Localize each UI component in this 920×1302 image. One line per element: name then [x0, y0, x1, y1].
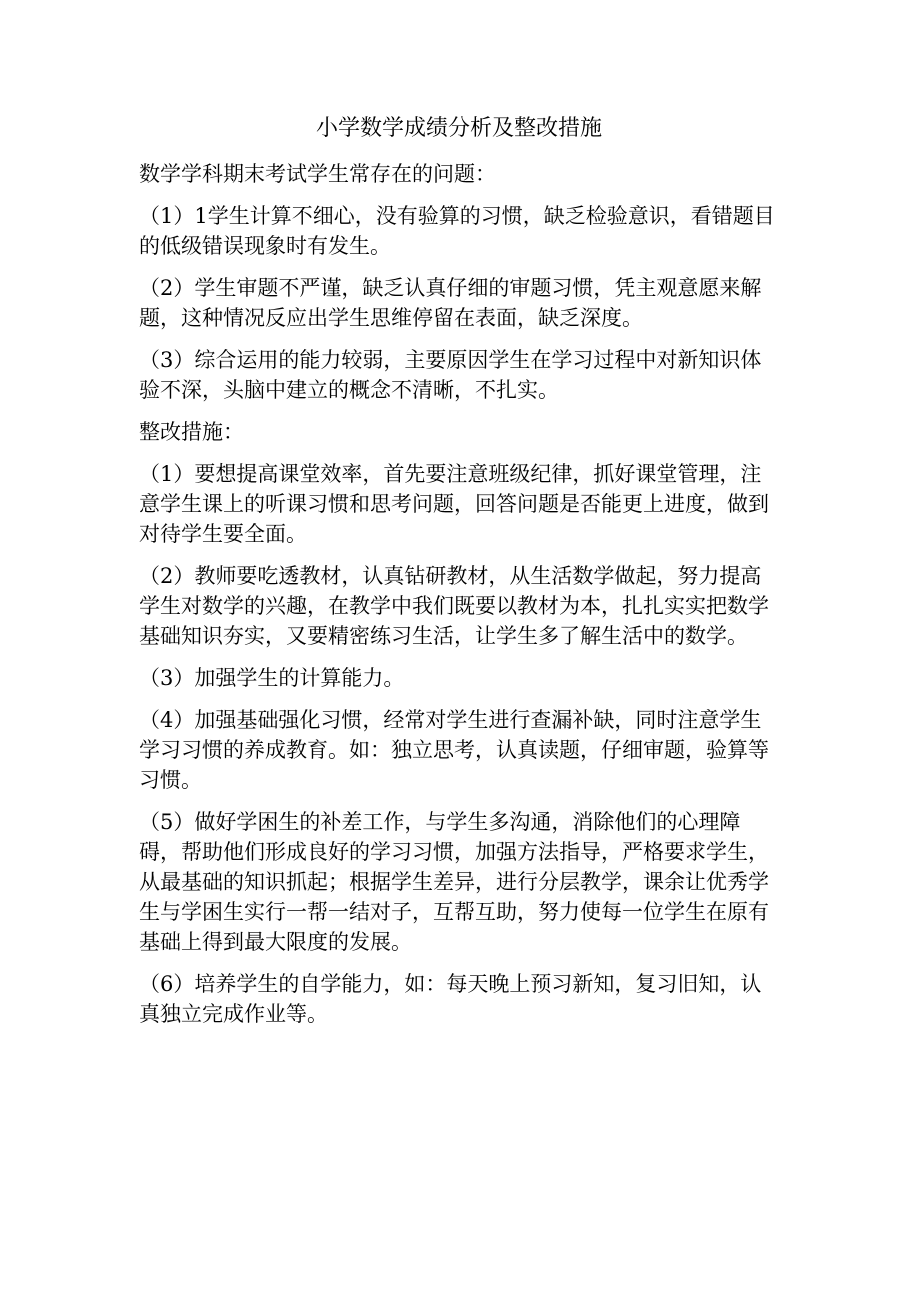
document-title: 小学数学成绩分析及整改措施 — [315, 116, 602, 141]
measure-item-6: （6）培养学生的自学能力，如：每天晚上预习新知，复习旧知，认真独立完成作业等。 — [139, 972, 762, 1026]
measure-item-1: （1）要想提高课堂效率，首先要注意班级纪律，抓好课堂管理，注意学生课上的听课习惯和思考问题，回答问题是否能更上进度，做到对待学生要全面。 — [139, 462, 769, 546]
problem-item-1: （1）1学生计算不细心，没有验算的习惯，缺乏检验意识，看错题目的低级错误现象时有发生。 — [139, 204, 775, 258]
measure-item-4: （4）加强基础强化习惯，经常对学生进行查漏补缺，同时注意学生学习习惯的养成教育。如：独立思考，认真读题，仔细审题，验算等习惯。 — [139, 708, 769, 792]
problems-heading: 数学学科期末考试学生常存在的问题： — [139, 162, 496, 186]
measures-heading: 整改措施： — [139, 420, 244, 444]
measure-item-2: （2）教师要吃透教材，认真钻研教材，从生活数学做起，努力提高学生对数学的兴趣，在教学中我们既要以教材为本，扎扎实实把数学基础知识夯实，又要精密练习生活，让学生多了解生活中的数学。 — [139, 564, 769, 648]
problem-item-3: （3）综合运用的能力较弱，主要原因学生在学习过程中对新知识体验不深，头脑中建立的概念不清晰，不扎实。 — [139, 348, 762, 402]
document-body — [139, 113, 779, 1041]
measure-item-5: （5）做好学困生的补差工作，与学生多沟通，消除他们的心理障碍，帮助他们形成良好的学习习惯，加强方法指导，严格要求学生，从最基础的知识抓起；根据学生差异，进行分层教学，课余让优秀学生与学困生实行一帮一结对子，互帮互助，努力使每一位学生在原有基础上得到最大限度的发展。 — [139, 810, 769, 954]
measure-item-3: （3）加强学生的计算能力。 — [139, 666, 405, 690]
problem-item-2: （2）学生审题不严谨，缺乏认真仔细的审题习惯，凭主观意愿来解题，这种情况反应出学生思维停留在表面，缺乏深度。 — [139, 276, 762, 330]
